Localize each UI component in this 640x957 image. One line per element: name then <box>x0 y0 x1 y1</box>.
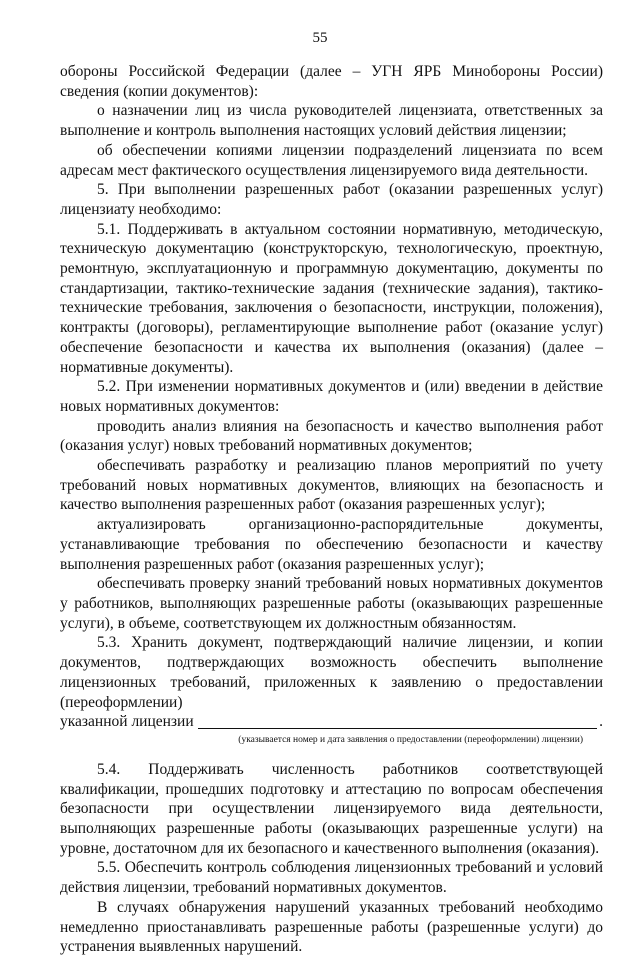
paragraph: 5.2. При изменении нормативных документов и (или) введении в действие новых нормативных документов: <box>60 378 603 415</box>
paragraph: о назначении лиц из числа руководителей лицензиата, ответственных за выполнение и контроль выполнения настоящих условий действия лицензии; <box>60 102 603 140</box>
paragraph: обеспечивать разработку и реализацию планов мероприятий по учету требований новых нормативных документов, влияющих на безопасность и качество выполнения разрешенных работ (оказания разрешенных услуг); <box>60 457 603 514</box>
paragraph: 5.5. Обеспечить контроль соблюдения лицензионных требований и условий действия лицензии, требований нормативных документов. <box>60 859 603 897</box>
paragraph: 5.3. Хранить документ, подтверждающий наличие лицензии, и копии документов, подтверждающих возможность обеспечить выполнение лицензионных требований, приложенных к заявлению о предоставлении (переоформлении) <box>60 634 603 711</box>
fill-end: . <box>599 713 603 731</box>
paragraph: об обеспечении копиями лицензии подразделений лицензиата по всем адресам мест фактического осуществления лицензируемого вида деятельности. <box>60 141 603 179</box>
paragraph: 5.4. Поддерживать численность работников соответствующей квалификации, прошедших подготовку и аттестацию по вопросам обеспечения безопасности при осуществлении лицензируемого вида деятельности, выполняющих разрешенные работы (оказывающих разрешенные услуги) на уровне, достаточном для их безопасного и качественного выполнения (оказания). <box>60 760 603 857</box>
fill-label: указанной лицензии <box>60 713 194 731</box>
paragraph: проводить анализ влияния на безопасность и качество выполнения работ (оказания услуг) новых требований нормативных документов; <box>60 417 603 455</box>
paragraph: 5.1. Поддерживать в актуальном состоянии нормативную, методическую, техническую документацию (конструкторскую, технологическую, проектную, ремонтную, эксплуатационную и программную документацию, документы по стандартизации, тактико-технические задания (технические задания), тактико-технические требования, заключения о безопасности, инструкции, положения), контракты (договоры), регламентирующие выполнение работ (оказание услуг) обеспечение безопасности и качества их выполнения (оказания) (далее – нормативные документы). <box>60 220 603 376</box>
paragraph: 5. При выполнении разрешенных работ (оказании разрешенных услуг) лицензиату необходимо: <box>60 181 603 218</box>
document-body <box>60 62 603 957</box>
paragraph: актуализировать организационно-распорядительные документы, устанавливающие требования по обеспечению безопасности и качеству выполнения разрешенных работ (оказания разрешенных услуг); <box>60 516 603 573</box>
paragraph: обеспечивать проверку знаний требований новых нормативных документов у работников, выполняющих разрешенные работы (оказывающих разрешенные услуги), в объеме, соответствующем их должностным обязанностям. <box>60 575 603 632</box>
fill-caption: (указывается номер и дата заявления о предоставлении (переоформлении) лицензии) <box>238 734 583 745</box>
page-number: 55 <box>312 30 328 46</box>
fill-in-line <box>60 712 603 732</box>
paragraph: В случаях обнаружения нарушений указанных требований необходимо немедленно приостанавливать разрешенные работы (разрешенные услуги) до устранения выявленных нарушений. <box>60 898 603 956</box>
paragraph: обороны Российской Федерации (далее – УГН ЯРБ Минобороны России) сведения (копии документов): <box>60 63 603 100</box>
fill-blank-line <box>198 714 597 729</box>
